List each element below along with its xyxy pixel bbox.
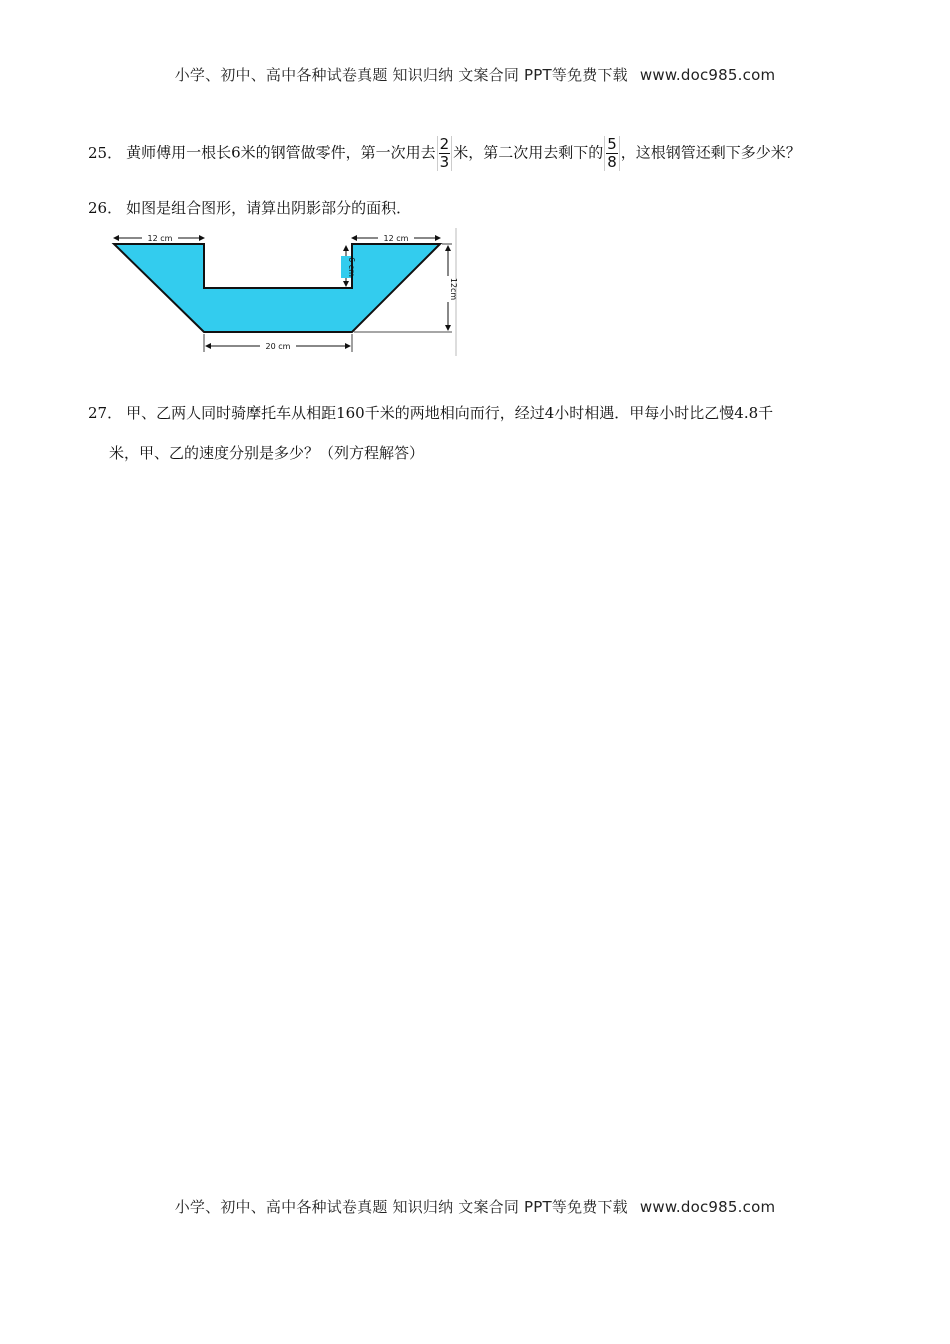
footer-site[interactable]: www.doc985.com (639, 1198, 776, 1216)
header-site[interactable]: www.doc985.com (639, 66, 776, 84)
dim-label-top-left: 12 cm (147, 234, 173, 243)
fraction-five-eighths (604, 136, 620, 171)
question-number: 26． (88, 199, 123, 217)
question-number: 27． (88, 404, 123, 422)
question-number: 25． (88, 143, 123, 162)
shaded-region (114, 244, 440, 332)
question-text: 黄师傅用一根长6米的钢管做零件，第一次用去 (126, 143, 436, 162)
question-text-line1: 甲、乙两人同时骑摩托车从相距160千米的两地相向而行，经过4小时相遇．甲每小时比乙慢4.8千 (126, 404, 774, 422)
dim-label-inner-height: 6 cm (347, 257, 356, 277)
fraction-numerator: 2 (439, 135, 450, 153)
question-26 (88, 198, 868, 218)
question-25 (88, 136, 868, 171)
dim-label-right-height: 12cm (449, 277, 458, 301)
page-footer (0, 1196, 950, 1217)
page-header (0, 64, 950, 85)
composite-shape-figure (110, 228, 460, 356)
figure-svg (110, 228, 460, 356)
fraction-denominator: 8 (607, 153, 617, 171)
header-text: 小学、初中、高中各种试卷真题 知识归纳 文案合同 PPT等免费下载 (174, 66, 628, 84)
question-27 (88, 393, 868, 473)
footer-text: 小学、初中、高中各种试卷真题 知识归纳 文案合同 PPT等免费下载 (174, 1198, 628, 1216)
question-text-line2: 米，甲、乙的速度分别是多少？（列方程解答） (109, 444, 425, 462)
fraction-numerator: 5 (607, 135, 617, 153)
question-text: 如图是组合图形，请算出阴影部分的面积． (126, 199, 412, 217)
question-text: 米，第二次用去剩下的 (453, 143, 604, 162)
fraction-two-thirds (437, 136, 453, 171)
question-text: ，这根钢管还剩下多少米？ (620, 143, 801, 162)
dim-label-bottom: 20 cm (265, 342, 291, 351)
dim-label-top-right: 12 cm (383, 234, 409, 243)
fraction-denominator: 3 (439, 153, 450, 171)
